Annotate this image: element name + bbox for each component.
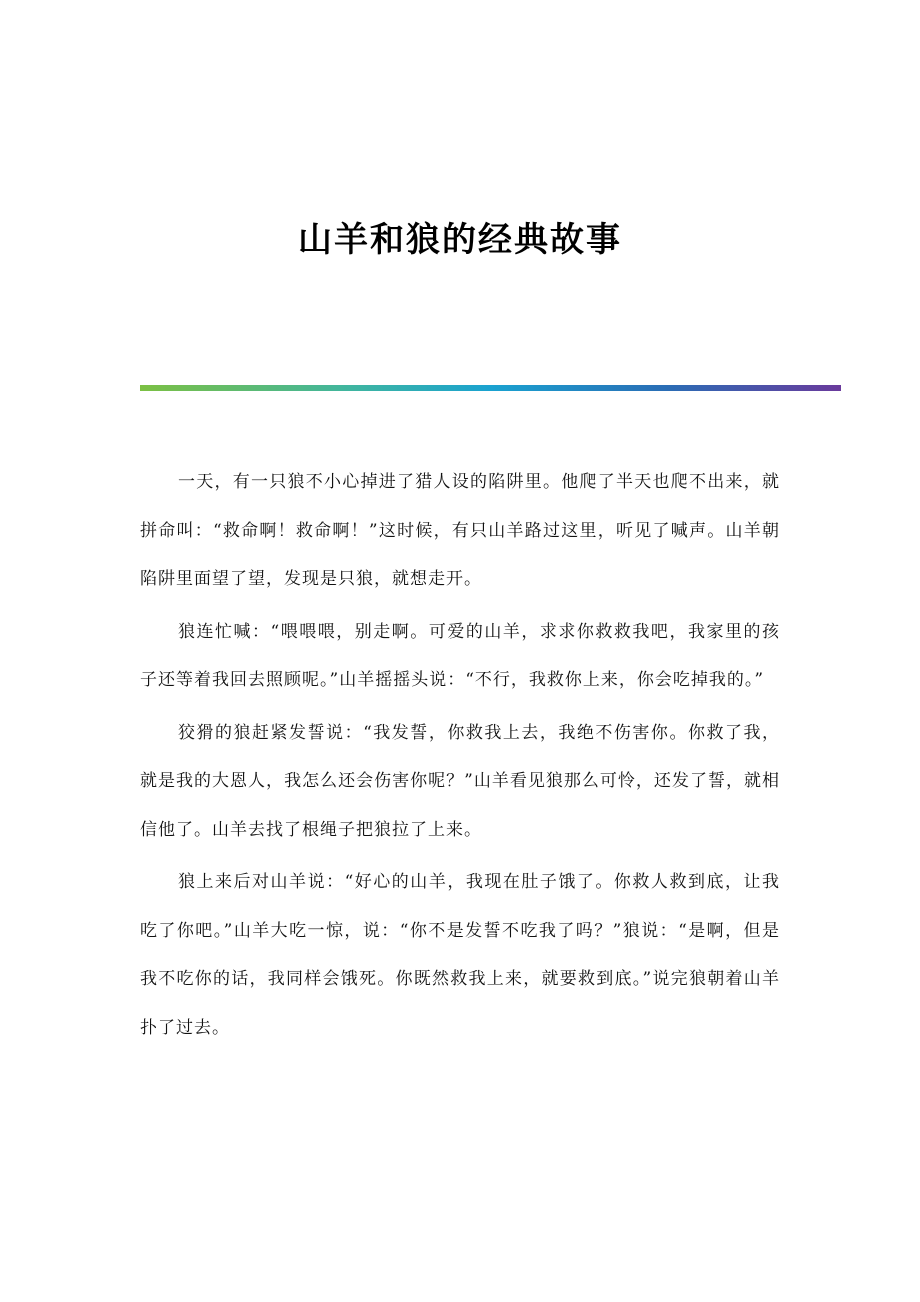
gradient-divider: [140, 385, 841, 391]
document-title: 山羊和狼的经典故事: [298, 220, 622, 260]
story-paragraph-1: 一天，有一只狼不小心掉进了猎人设的陷阱里。他爬了半天也爬不出来，就拼命叫：“救命啊！救命啊！”这时候，有只山羊路过这里，听见了喊声。山羊朝陷阱里面望了望，发现是只狼，就想走开。: [140, 472, 780, 589]
story-paragraph-3: 狡猾的狼赶紧发誓说：“我发誓，你救我上去，我绝不伤害你。你救了我，就是我的大恩人，我怎么还会伤害你呢？”山羊看见狼那么可怜，还发了誓，就相信他了。山羊去找了根绳子把狼拉了上来。: [140, 722, 780, 840]
story-body: [140, 458, 780, 1056]
story-paragraph-4: 狼上来后对山羊说：“好心的山羊，我现在肚子饿了。你救人救到底，让我吃了你吧。”山羊大吃一惊，说：“你不是发誓不吃我了吗？”狼说：“是啊，但是我不吃你的话，我同样会饿死。你既然救我上来，就要救到底。”说完狼朝着山羊扑了过去。: [140, 872, 780, 1038]
story-paragraph-2: 狼连忙喊：“喂喂喂，别走啊。可爱的山羊，求求你救救我吧，我家里的孩子还等着我回去照顾呢。”山羊摇摇头说：“不行，我救你上来，你会吃掉我的。”: [140, 621, 780, 690]
